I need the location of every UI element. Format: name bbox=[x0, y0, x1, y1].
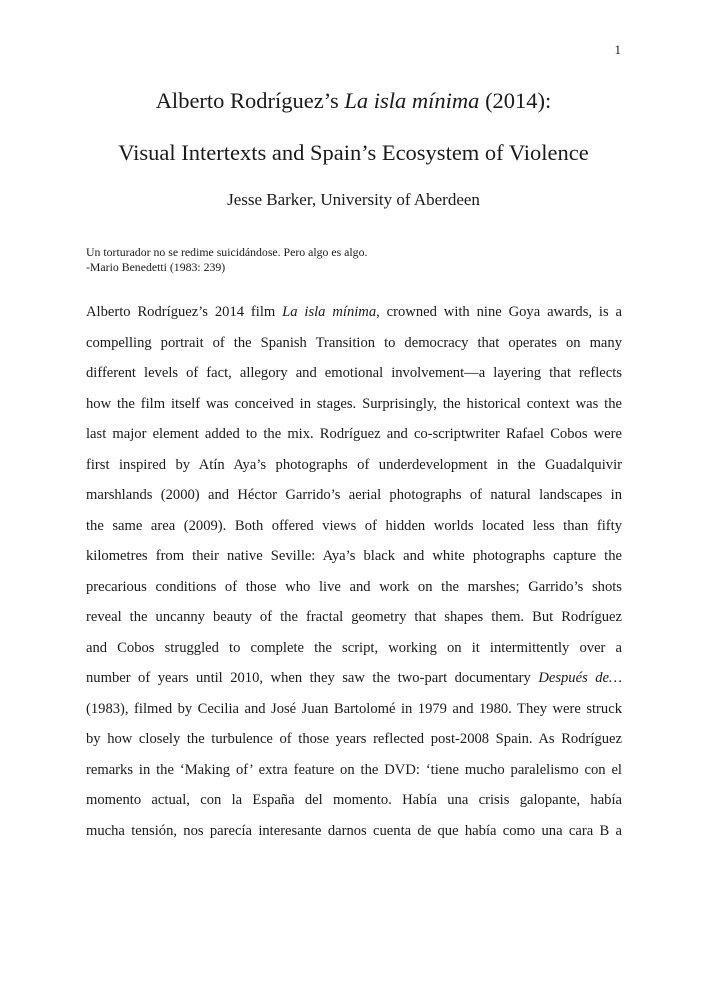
body-line: (1983), filmed by Cecilia and José Juan Bartolomé in 1979 and 1980. They were struck bbox=[86, 700, 622, 717]
body-line: remarks in the ‘Making of’ extra feature on the DVD: ‘tiene mucho paralelismo con el bbox=[86, 761, 622, 778]
body-line: how the film itself was conceived in stages. Surprisingly, the historical context was the bbox=[86, 395, 622, 412]
body-text-segment: number of years until 2010, when they saw the two-part documentary bbox=[86, 670, 539, 686]
body-line: kilometres from their native Seville: Aya’s black and white photographs capture the bbox=[86, 548, 622, 564]
title-line-1 bbox=[0, 88, 707, 114]
body-line: different levels of fact, allegory and emotional involvement—a layering that reflects bbox=[86, 365, 622, 381]
body-line: compelling portrait of the Spanish Transition to democracy that operates on many bbox=[86, 334, 622, 351]
body-line: the same area (2009). Both offered views of hidden worlds located less than fifty bbox=[86, 517, 622, 534]
title-year: (2014): bbox=[479, 88, 552, 113]
body-line bbox=[86, 301, 622, 332]
body-line: momento actual, con la España del momento. Había una crisis galopante, había bbox=[86, 792, 622, 808]
documentary-title-italic: Después de… bbox=[538, 670, 622, 686]
body-line: and Cobos struggled to complete the script, working on it intermittently over a bbox=[86, 639, 622, 656]
body-line: mucha tensión, nos parecía interesante darnos cuenta de que había como una cara B a bbox=[86, 822, 622, 839]
body-line bbox=[86, 667, 622, 698]
body-line: first inspired by Atín Aya’s photographs of underdevelopment in the Guadalquivir bbox=[86, 456, 622, 473]
body-line: last major element added to the mix. Rodríguez and co-scriptwriter Rafael Cobos were bbox=[86, 426, 622, 442]
author-affiliation: Jesse Barker, University of Aberdeen bbox=[227, 190, 480, 209]
epigraph bbox=[86, 245, 367, 275]
body-text-segment: , crowned with nine Goya awards, is a bbox=[376, 304, 623, 320]
body-line: reveal the uncanny beauty of the fractal geometry that shapes them. But Rodríguez bbox=[86, 609, 622, 625]
title-text: Alberto Rodríguez’s bbox=[155, 88, 345, 113]
title-film-name: La isla mínima bbox=[344, 88, 480, 113]
epigraph-quote: Un torturador no se redime suicidándose. Pero algo es algo. bbox=[86, 245, 368, 259]
body-line: marshlands (2000) and Héctor Garrido’s aerial photographs of natural landscapes in bbox=[86, 487, 622, 503]
title-line-2: Visual Intertexts and Spain’s Ecosystem of Violence bbox=[118, 140, 589, 165]
film-title-italic: La isla mínima bbox=[282, 304, 377, 320]
body-text-segment: Alberto Rodríguez’s 2014 film bbox=[86, 304, 283, 320]
epigraph-attribution: -Mario Benedetti (1983: 239) bbox=[86, 260, 226, 274]
body-line: by how closely the turbulence of those years reflected post-2008 Spain. As Rodríguez bbox=[86, 731, 622, 747]
body-paragraph bbox=[86, 301, 622, 850]
body-line: precarious conditions of those who live and work on the marshes; Garrido’s shots bbox=[86, 578, 622, 595]
page-number: 1 bbox=[614, 42, 621, 57]
